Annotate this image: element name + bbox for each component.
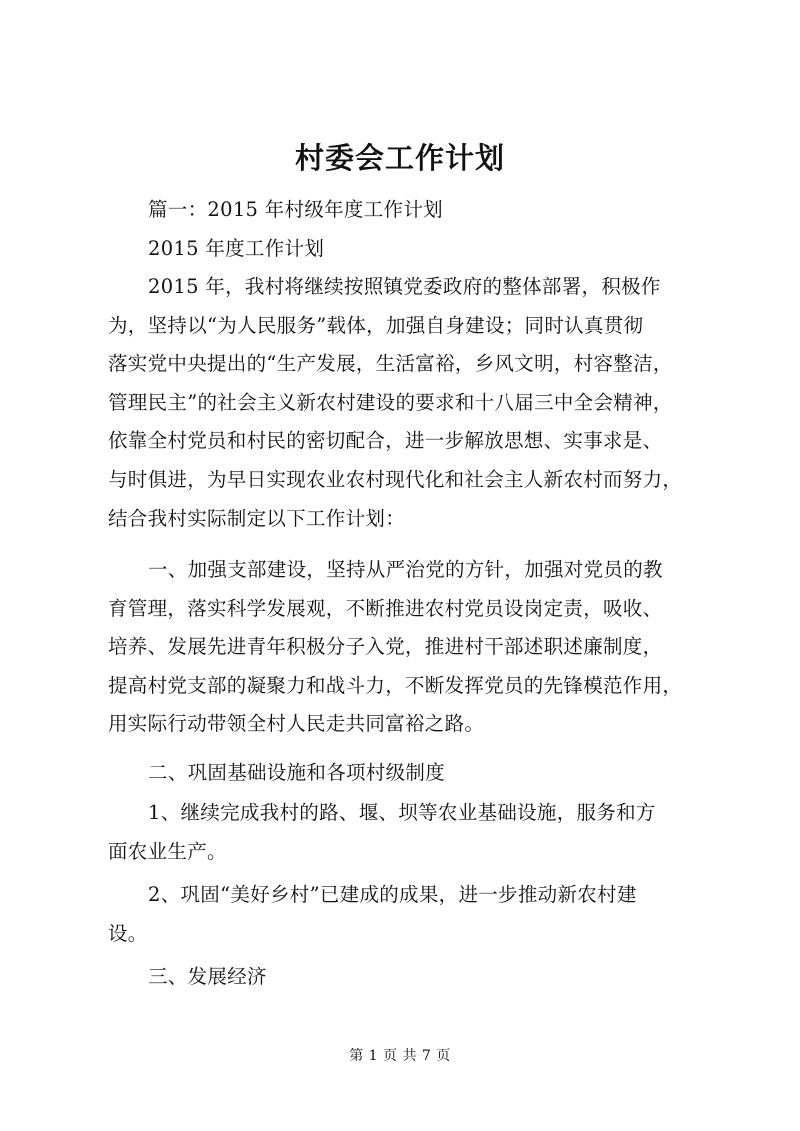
paragraph-line: 培养、发展先进青年积极分子入党，推进村干部述职述廉制度，	[108, 635, 663, 659]
heading-plan-title	[108, 230, 748, 269]
paragraph-line: 提高村党支部的凝聚力和战斗力，不断发挥党员的先锋模范作用，	[108, 673, 683, 697]
heading-line: 2015 年度工作计划	[148, 237, 325, 260]
section-one-paragraph	[108, 551, 708, 744]
page-number-footer: 第 1 页 共 7 页	[349, 1048, 451, 1064]
paragraph-line: 育管理，落实科学发展观，不断推进农村党员设岗定责，吸收、	[108, 596, 663, 620]
heading-line: 三、发展经济	[148, 965, 267, 988]
heading-line: 二、巩固基础设施和各项村级制度	[148, 761, 446, 784]
paragraph-line: 落实党中央提出的“生产发展，生活富裕，乡风文明，村容整洁，	[108, 352, 673, 376]
intro-paragraph	[108, 268, 708, 538]
item-one-paragraph	[108, 794, 708, 871]
paragraph-line: 管理民主”的社会主义新农村建设的要求和十八届三中全会精神，	[108, 390, 673, 414]
paragraph-line: 依靠全村党员和村民的密切配合，进一步解放思想、实事求是、	[108, 429, 663, 453]
paragraph-line: 与时俱进，为早日实现农业农村现代化和社会主人新农村而努力，	[108, 467, 683, 491]
paragraph-line: 用实际行动带领全村人民走共同富裕之路。	[108, 712, 485, 736]
paragraph-line: 为，坚持以“为人民服务”载体，加强自身建设；同时认真贯彻	[108, 313, 644, 337]
section-three-heading	[108, 958, 748, 997]
paragraph-line: 2015 年，我村将继续按照镇党委政府的整体部署，积极作	[148, 275, 661, 298]
paragraph-line: 面农业生产。	[108, 839, 227, 863]
item-two-paragraph	[108, 876, 708, 953]
heading-line: 篇一：2015 年村级年度工作计划	[148, 198, 443, 221]
section-two-heading	[108, 754, 748, 793]
page-title: 村委会工作计划	[294, 141, 505, 175]
paragraph-line: 设。	[108, 921, 148, 945]
paragraph-line: 一、加强支部建设，坚持从严治党的方针，加强对党员的教	[148, 558, 663, 581]
paragraph-line: 结合我村实际制定以下工作计划：	[108, 506, 406, 530]
paragraph-line: 1、继续完成我村的路、堰、坝等农业基础设施，服务和方	[148, 801, 656, 824]
heading-part-one	[108, 191, 748, 230]
paragraph-line: 2、巩固“美好乡村”已建成的成果，进一步推动新农村建	[148, 883, 637, 906]
